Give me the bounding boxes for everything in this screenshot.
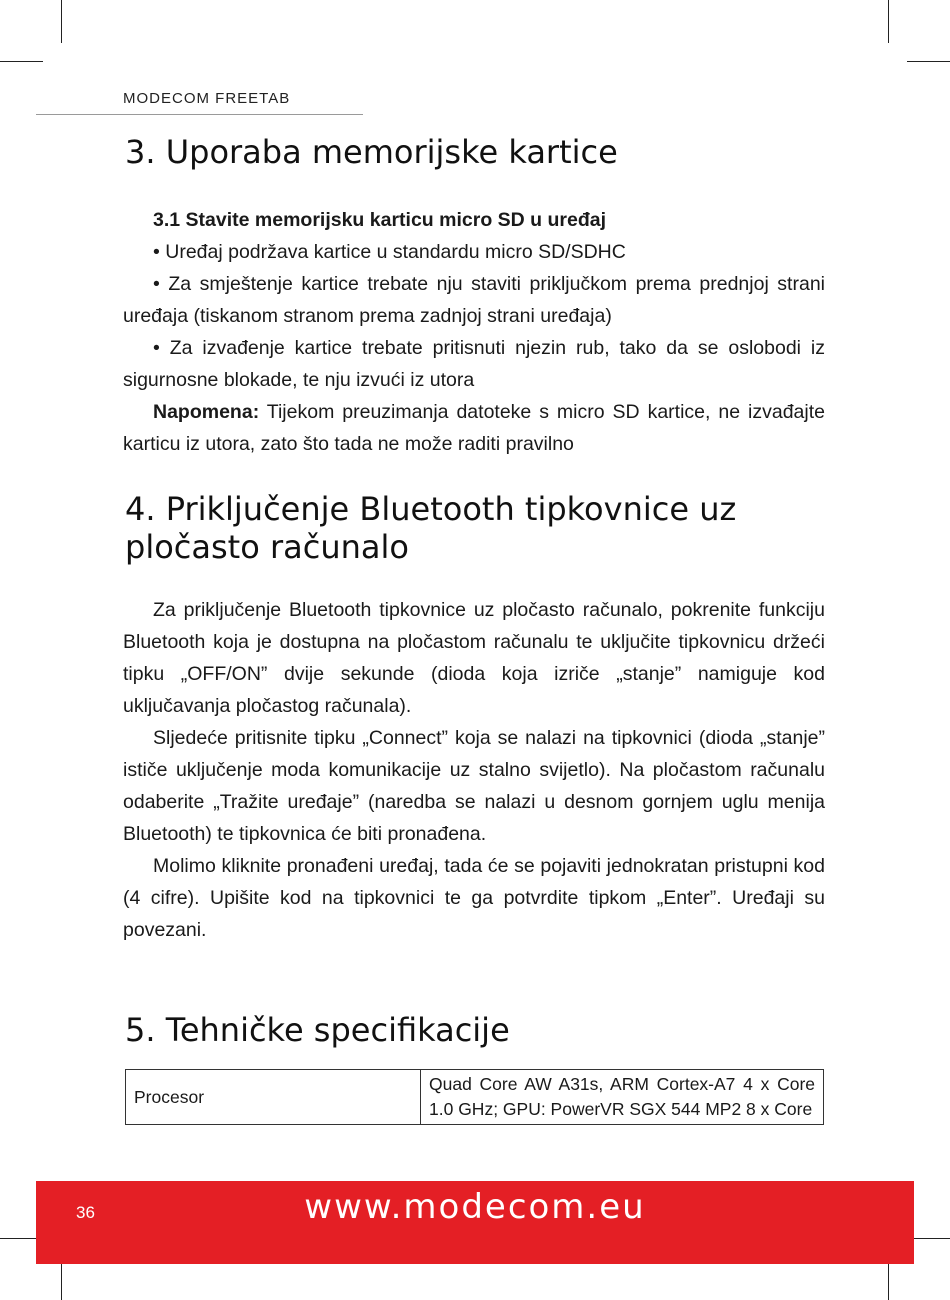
- paragraph: Za priključenje Bluetooth tipkovnice uz pločasto računalo, pokrenite funkciju Bluetooth koja je dostupna na pločastom računalu te uključite tipkovnicu držeći tipku „OFF/ON” dvije sekunde (dioda koja izriče „stanje” namiguje kod uključavanja pločastog računala).: [123, 599, 825, 717]
- subsection-3-1-title: 3.1 Stavite memorijsku karticu micro SD u uređaj: [153, 209, 607, 231]
- footer-url: www.modecom.eu: [304, 1187, 646, 1227]
- running-header: MODECOM FREETAB: [123, 90, 291, 107]
- section-4-title: 4. Priključenje Bluetooth tipkovnice uz pločasto računalo: [125, 490, 737, 566]
- note-paragraph: [123, 396, 825, 460]
- note-label: Napomena:: [153, 401, 260, 423]
- section-4-body: [123, 594, 825, 946]
- note-text: Tijekom preuzimanja datoteke s micro SD kartice, ne izvađajte karticu iz utora, zato što tada ne može raditi pravilno: [123, 401, 825, 455]
- crop-mark: [888, 0, 889, 43]
- bullet-item: • Uređaj podržava kartice u standardu micro SD/SDHC: [153, 241, 626, 263]
- spec-table: [125, 1069, 824, 1125]
- bullet-item: • Za smještenje kartice trebate nju staviti priključkom prema prednjoj strani uređaja (tiskanom stranom prema zadnjoj strani uređaja): [123, 273, 825, 327]
- header-rule: [36, 114, 363, 115]
- crop-mark: [0, 61, 43, 62]
- crop-mark: [61, 0, 62, 43]
- paragraph: Molimo kliknite pronađeni uređaj, tada će se pojaviti jednokratan pristupni kod (4 cifre). Upišite kod na tipkovnici te ga potvrdite tipkom „Enter”. Uređaji su povezani.: [123, 855, 825, 941]
- footer-band: [36, 1181, 914, 1264]
- page-number: 36: [76, 1203, 95, 1222]
- bullet-item: • Za izvađenje kartice trebate pritisnuti njezin rub, tako da se oslobodi iz sigurnosne blokade, te nju izvući iz utora: [123, 337, 825, 391]
- table-row: [126, 1070, 824, 1125]
- section-3-title: 3. Uporaba memorijske kartice: [125, 133, 618, 171]
- section-5-title: 5. Tehničke specifikacije: [125, 1011, 510, 1049]
- crop-mark: [907, 61, 950, 62]
- section-3-body: [123, 204, 825, 460]
- spec-value: Quad Core AW A31s, ARM Cortex-A7 4 x Core 1.0 GHz; GPU: PowerVR SGX 544 MP2 8 x Core: [421, 1070, 824, 1125]
- spec-key: Procesor: [126, 1070, 421, 1125]
- paragraph: Sljedeće pritisnite tipku „Connect” koja se nalazi na tipkovnici (dioda „stanje” ističe uključenje moda komunikacije uz stalno svijetlo). Na pločastom računalu odaberite „Tražite uređaje” (naredba se nalazi u desnom gornjem uglu menija Bluetooth) te tipkovnica će biti pronađena.: [123, 727, 825, 845]
